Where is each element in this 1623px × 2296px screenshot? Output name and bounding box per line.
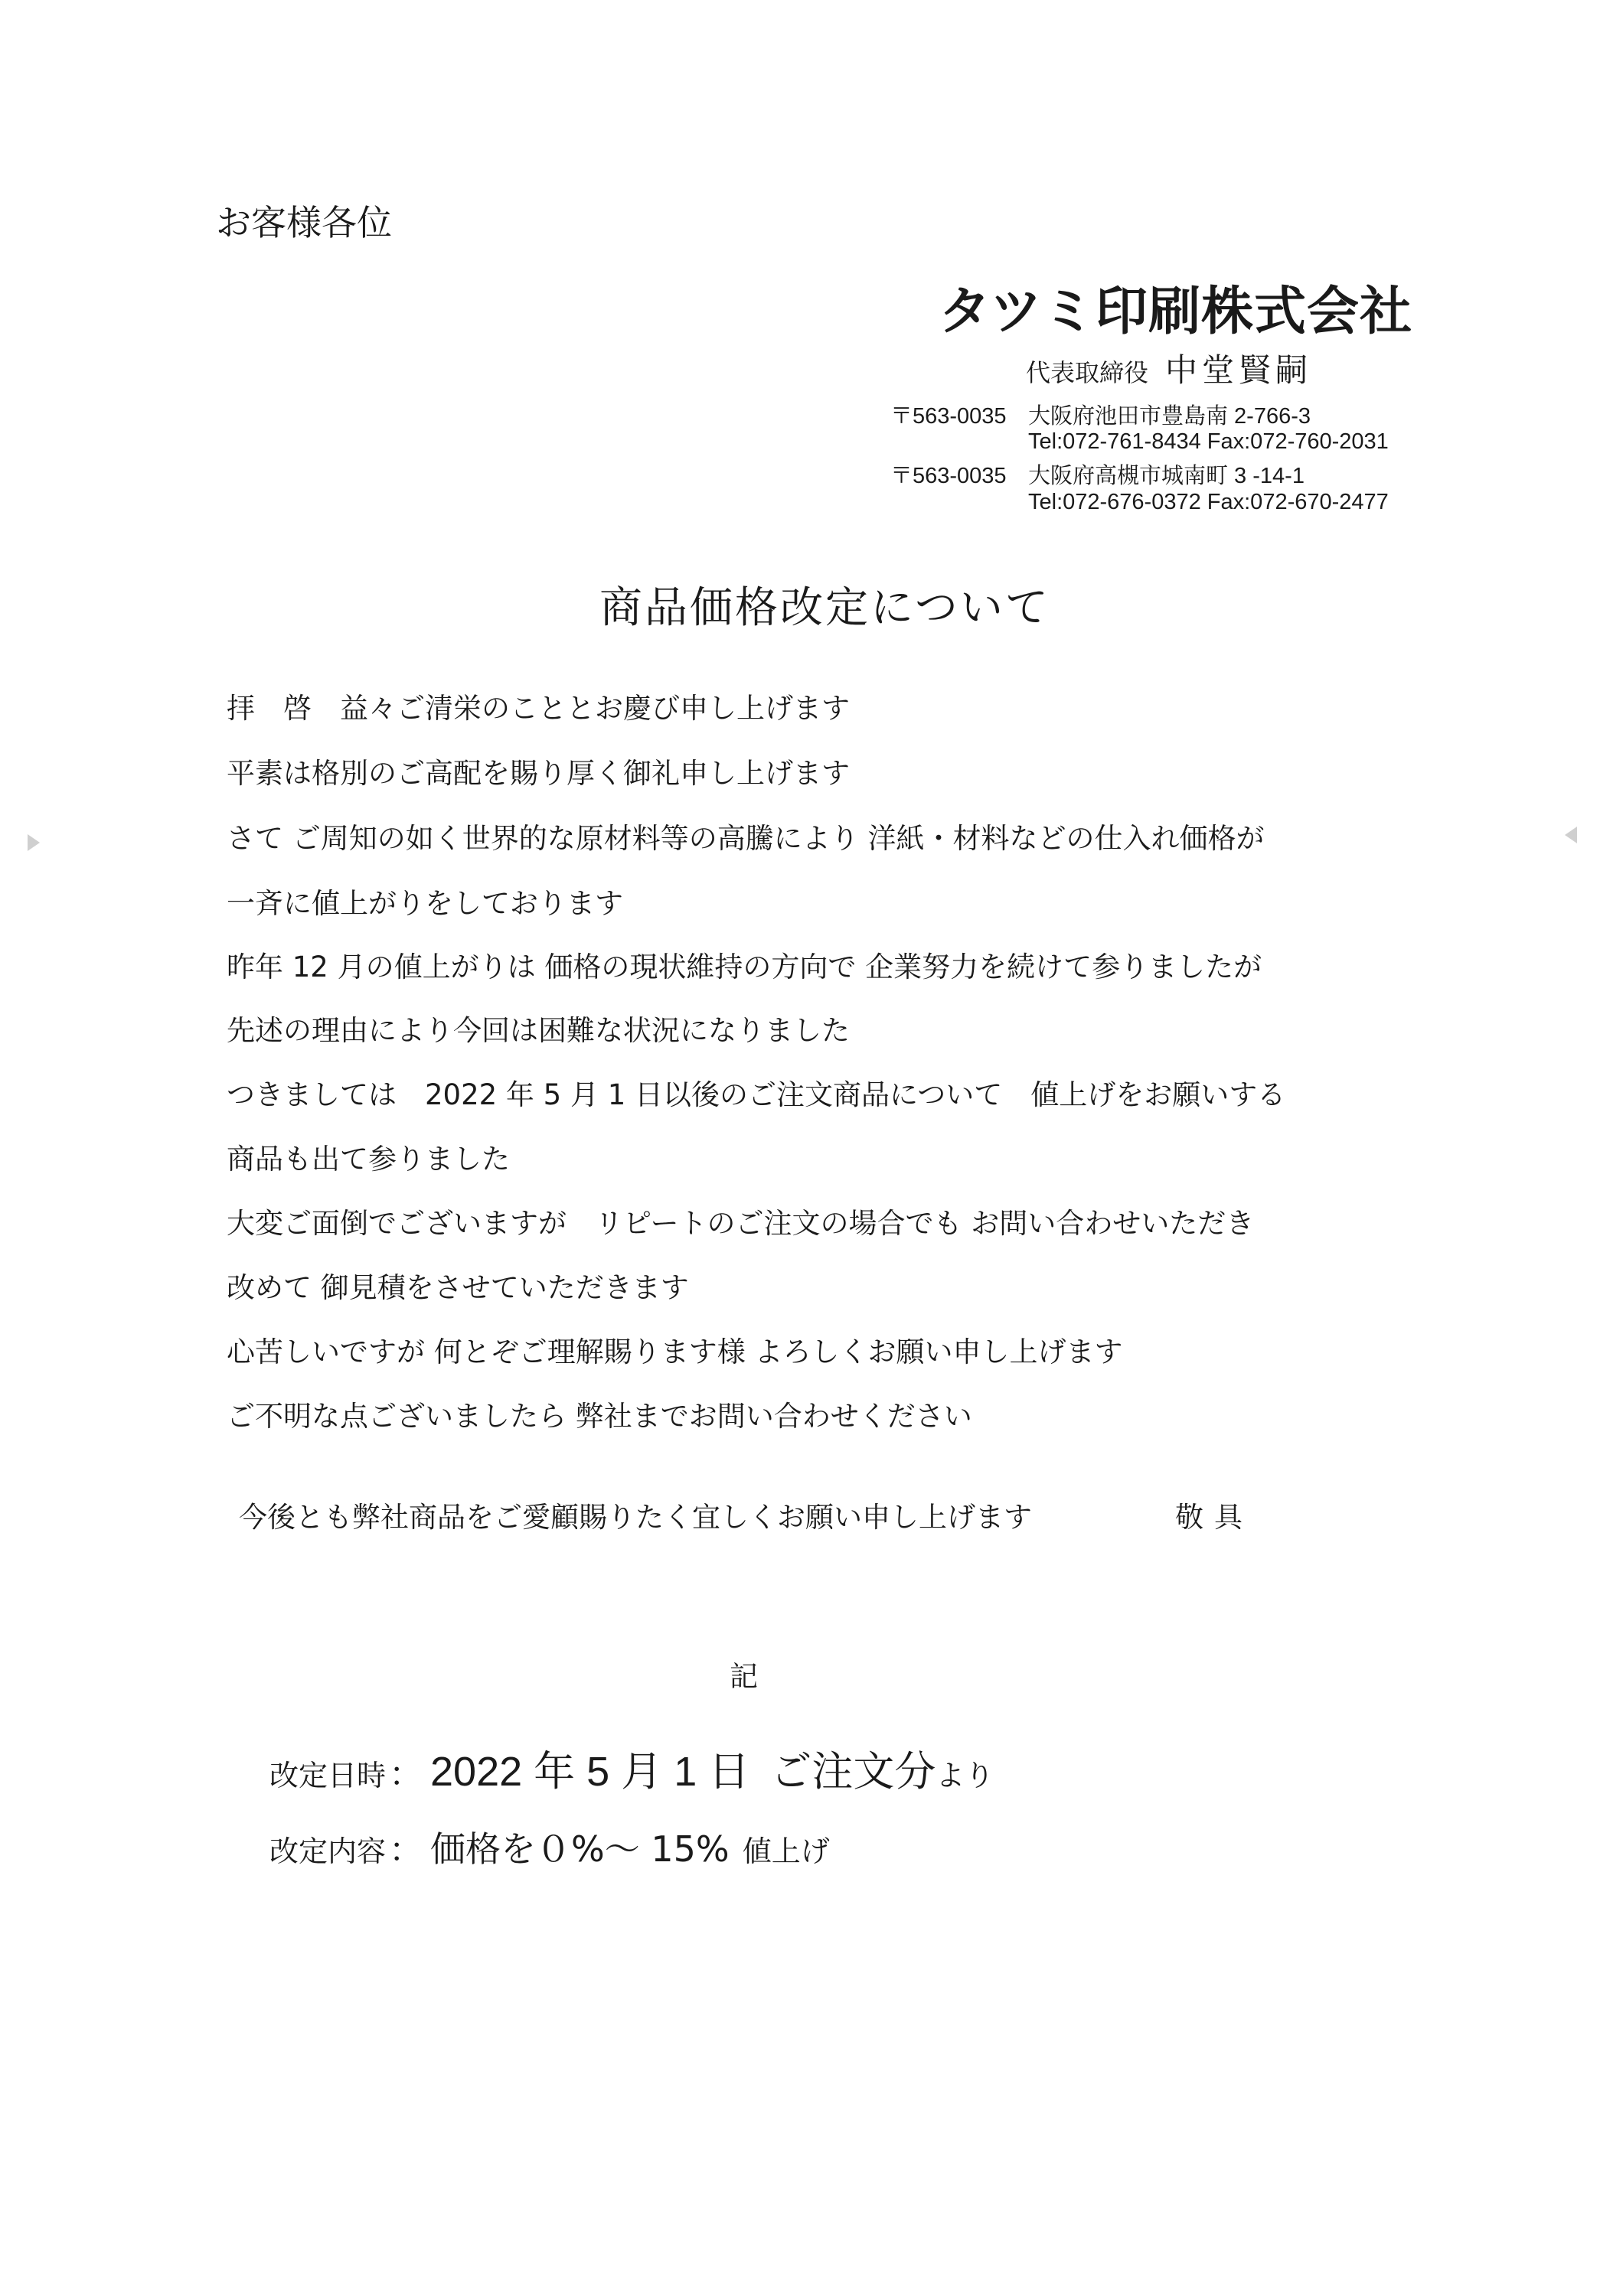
revision-date-row	[269, 1739, 994, 1798]
revision-date-suffix: より	[936, 1759, 994, 1792]
body-line-12: ご不明な点ございましたら 弊社までお問い合わせください	[227, 1400, 972, 1433]
revision-content-value: 価格を０%～ 15%	[430, 1828, 730, 1870]
scroll-left-arrow-icon[interactable]	[28, 834, 40, 851]
revision-content-row	[269, 1821, 830, 1872]
revision-date-label: 改定日時	[269, 1759, 387, 1792]
office-1-address: 大阪府池田市豊島南 2-766-3	[1028, 404, 1311, 429]
body-line-11: 心苦しいですが 何とぞご理解賜ります様 よろしくお願い申し上げます	[227, 1336, 1123, 1368]
recipient-line: お客様各位	[216, 202, 392, 243]
revision-content-colon: ：	[389, 1831, 423, 1870]
office-2-zip: 〒563-0035	[890, 464, 1007, 488]
revision-content-suffix: 値上げ	[742, 1835, 830, 1868]
office-address-2	[890, 465, 1305, 488]
body-line-7: つきましては 2022 年 5 月 1 日以後のご注文商品について 値上げをお願いする	[227, 1078, 1286, 1111]
body-line-5: 昨年 12 月の値上がりは 価格の現状維持の方向で 企業努力を続けて参りましたが	[227, 951, 1262, 983]
office-contact-1: Tel:072-761-8434 Fax:072-760-2031	[1028, 429, 1389, 454]
body-line-10: 改めて 御見積をさせていただきます	[227, 1271, 689, 1304]
closing-text: 今後とも弊社商品をご愛顧賜りたく宜しくお願い申し上げます	[239, 1501, 1032, 1534]
ki-heading: 記	[730, 1660, 758, 1693]
body-line-3: さて ご周知の如く世界的な原材料等の高騰により 洋紙・材料などの仕入れ価格が	[227, 822, 1265, 855]
representative	[1026, 345, 1312, 391]
revision-content-label: 改定内容	[269, 1835, 387, 1868]
revision-date-value: 2022 年 5 月 1 日	[430, 1749, 750, 1795]
body-line-6: 先述の理由により今回は困難な状況になりました	[227, 1014, 850, 1047]
office-address-1	[890, 406, 1311, 428]
representative-title: 代表取締役	[1026, 358, 1149, 387]
closing-keigu: 敬具	[1175, 1501, 1253, 1534]
revision-date-note: ご注文分	[770, 1747, 936, 1795]
scroll-right-arrow-icon[interactable]	[1565, 827, 1577, 843]
office-2-address: 大阪府高槻市城南町 3 -14-1	[1028, 464, 1305, 488]
revision-date-colon: ：	[389, 1755, 423, 1794]
body-line-9: 大変ご面倒でございますが リピートのご注文の場合でも お問い合わせいただき	[227, 1207, 1255, 1240]
office-1-zip: 〒563-0035	[890, 404, 1007, 429]
body-line-4: 一斉に値上がりをしております	[227, 887, 623, 920]
body-line-2: 平素は格別のご高配を賜り厚く御礼申し上げます	[227, 757, 850, 790]
body-line-8: 商品も出て参りました	[227, 1143, 510, 1176]
document-title: 商品価格改定について	[599, 583, 1050, 633]
representative-name: 中堂賢嗣	[1165, 351, 1313, 389]
body-line-1: 拝 啓 益々ご清栄のこととお慶び申し上げます	[227, 692, 850, 725]
company-name: タツミ印刷株式会社	[939, 282, 1412, 342]
office-contact-2: Tel:072-676-0372 Fax:072-670-2477	[1028, 490, 1389, 514]
